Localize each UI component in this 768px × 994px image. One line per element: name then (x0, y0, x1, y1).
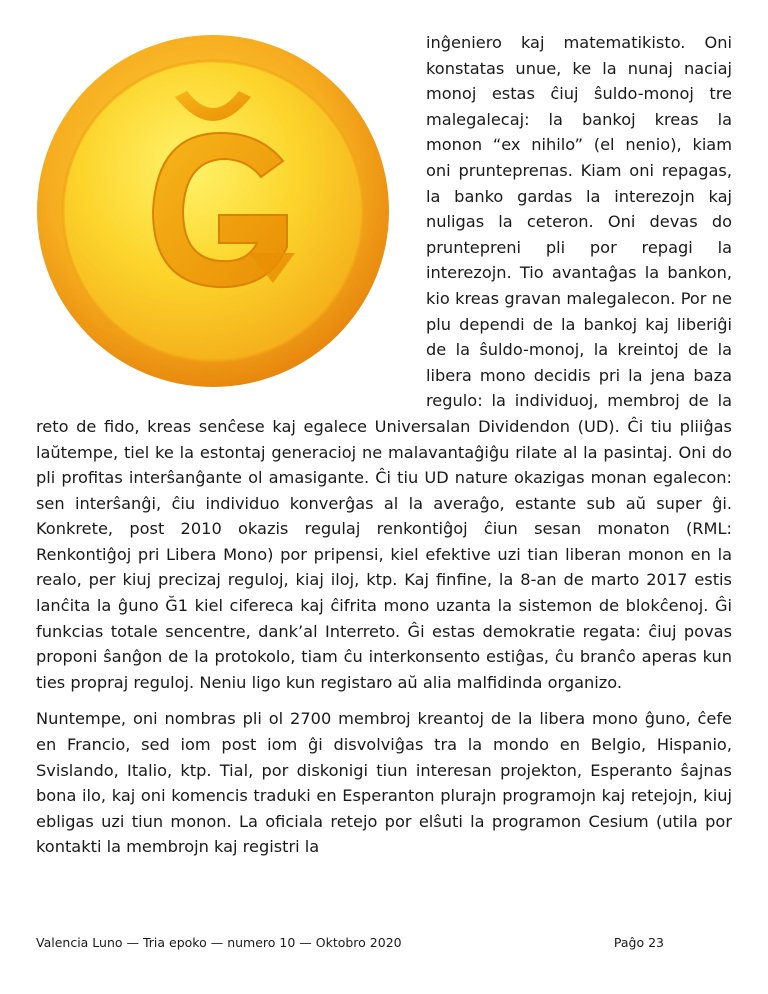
footer-page-number: Paĝo 23 (613, 935, 664, 950)
paragraph-1: inĝeniero kaj matematikisto. Oni konstatas unue, ke la nunaj naciaj monoj estas ĉiuj ŝuldo-monoj tre malegalecaj: la bankoj kreas la monon “ex nihilo” (el nenio), kiam oni pruntepreпas. Kiam oni repagas, la banko gardas la interezojn kaj nuligas la ceteron. Oni devas do pruntepreni pli por repagi la interezojn. Tio avantaĝas la bankon, kio kreas gravan malegalecon. Por ne plu dependi de la bankoj kaj liberiĝi de la ŝuldo-monoj, la kreintoj de la libera mono decidis pri la jena baza regulo: la individuoj, membroj de la reto de fido, kreas senĉese kaj egalece Universalan Dividendon (UD). Ĉi tiu pliiĝas laŭtempe, tiel ke la estontaj generacioj ne malavantaĝiĝu rilate al la pasintaj. Oni do pli profitas interŝanĝante ol amasigante. Ĉi tiu UD nature okazigas monan egalecon: sen interŝanĝi, ĉiu individuo konverĝas al la averaĝo, estante sub aŭ super ĝi. Konkrete, post 2010 okazis regulaj renkontiĝoj ĉiun sesan monaton (RML: Renkontiĝoj pri Libera Mono) por pripensi, kiel efektive uzi tian liberan monon en la realo, per kiuj precizaj reguloj, kiaj iloj, ktp. Kaj finfine, la 8-an de marto 2017 estis lanĉita la ĝuno Ğ1 kiel cifereca kaj ĉifrita mono uzanta la sistemon de blokĉenoj. Ĝi funkcias totale sencentre, dank’al Interreto. Ĝi estas demokratie regata: ĉiuj povas proponi ŝanĝon de la protokolo, tiam ĉu interkonsento estiĝas, ĉu branĉo aperas kun ties propraj reguloj. Neniu ligo kun registaro aŭ alia malfidinda organizo. (36, 33, 732, 692)
footer-publication: Valencia Luno — Tria epoko — numero 10 — Oktobro 2020 (36, 935, 402, 950)
coin-float-spacer (36, 30, 426, 406)
paragraph-2: Nuntempe, oni nombras pli ol 2700 membroj kreantoj de la libera mono ĝuno, ĉefe en Francio, sed iom post iom ĝi disvolviĝas tra la mondo en Belgio, Hispanio, Svislando, Italio, ktp. Tial, por diskonigi tiun interesan projekton, Esperanto ŝajnas bona ilo, kaj oni komencis traduki en Esperanton plurajn programojn kaj retejojn, kiuj ebligas uzi tiun monon. La oficiala retejo por elŝuti la programon Cesium (utila por kontakti la membrojn kaj registri la (36, 709, 732, 857)
article-body (36, 30, 732, 871)
